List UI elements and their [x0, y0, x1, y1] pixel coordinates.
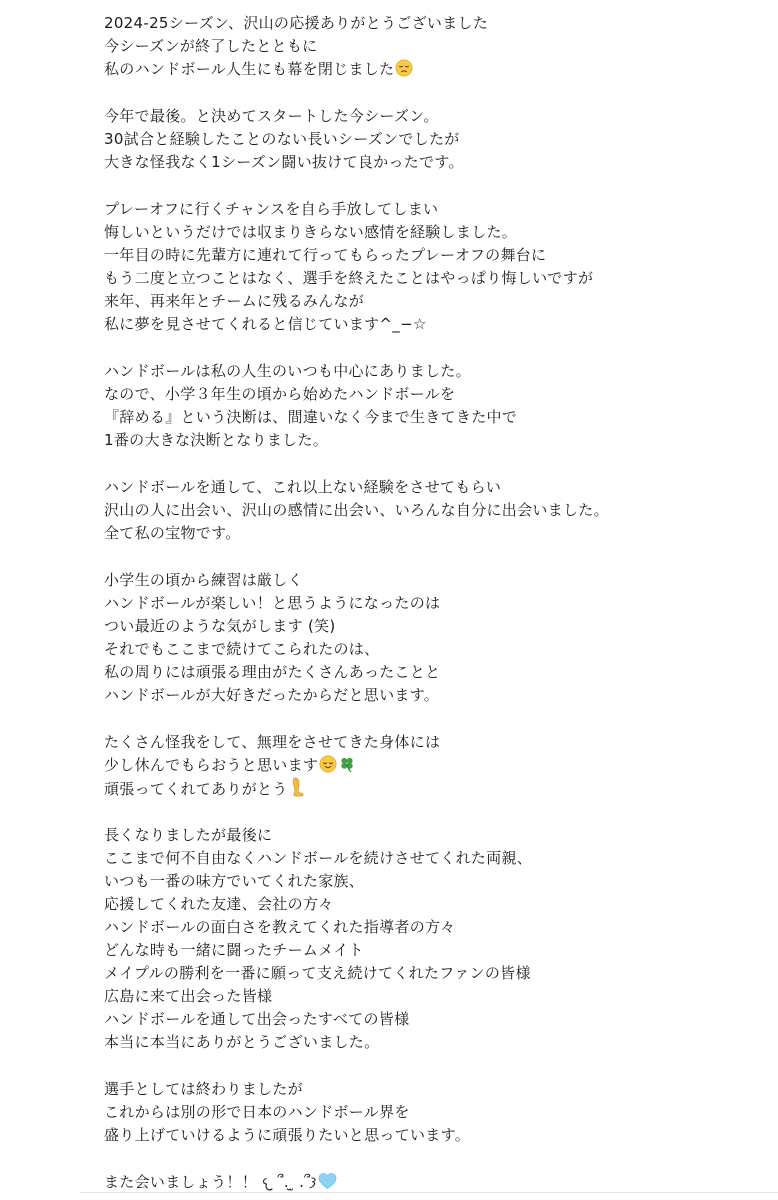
paragraph: [104, 360, 764, 452]
text-line: [104, 754, 764, 777]
text-line: [104, 1008, 764, 1031]
paragraph-gap: [104, 800, 764, 824]
line-text: 悔しいというだけでは収まりきらない感情を経験しました。: [104, 223, 518, 241]
text-line: [104, 684, 764, 707]
four-leaf-clover-icon: [338, 755, 356, 780]
text-line: [104, 12, 764, 35]
text-line: [104, 1078, 764, 1101]
line-text: いつも一番の味方でいてくれた家族、: [104, 872, 365, 890]
line-text: 私に夢を見させてくれると信じています^_−☆: [104, 315, 427, 333]
text-line: [104, 35, 764, 58]
paragraph: [104, 198, 764, 336]
text-line: [104, 962, 764, 985]
paragraph-gap: [104, 81, 764, 105]
text-line: [104, 985, 764, 1008]
line-text: たくさん怪我をして、無理をさせてきた身体には: [104, 733, 441, 751]
line-text: 全て私の宝物です。: [104, 524, 241, 542]
text-line: [104, 1031, 764, 1054]
divider: [80, 1192, 778, 1193]
line-text: 頑張ってくれてありがとう: [104, 780, 288, 798]
paragraph: [104, 476, 764, 545]
line-text: また会いましょう！！ 𐔌 ՞. ̫ .՞𐦯: [104, 1173, 317, 1191]
line-text: 30試合と経験したことのない長いシーズンでしたが: [104, 130, 460, 148]
text-line: [104, 777, 764, 800]
farewell-message: [104, 12, 764, 1194]
relieved-face-icon: [319, 755, 337, 780]
text-line: [104, 661, 764, 684]
paragraph: [104, 569, 764, 707]
paragraph: [104, 1171, 764, 1194]
text-line: [104, 360, 764, 383]
text-line: [104, 429, 764, 452]
line-text: 『辞める』という決断は、間違いなく今まで生きてきた中で: [104, 408, 518, 426]
pensive-face-icon: [395, 59, 413, 84]
paragraph-gap: [104, 1147, 764, 1171]
line-text: 1番の大きな決断となりました。: [104, 431, 329, 449]
line-text: それでもここまで続けてこられたのは、: [104, 640, 380, 658]
line-text: 大きな怪我なく1シーズン闘い抜けて良かったです。: [104, 153, 464, 171]
text-line: [104, 939, 764, 962]
text-line: [104, 267, 764, 290]
line-text: 本当に本当にありがとうございました。: [104, 1033, 380, 1051]
line-text: 今シーズンが終了したとともに: [104, 37, 318, 55]
line-text: 一年目の時に先輩方に連れて行ってもらったプレーオフの舞台に: [104, 246, 547, 264]
line-text: つい最近のような気がします (笑): [104, 617, 336, 635]
text-line: [104, 499, 764, 522]
line-text: もう二度と立つことはなく、選手を終えたことはやっぱり悔しいですが: [104, 269, 594, 287]
text-line: [104, 476, 764, 499]
paragraph-gap: [104, 545, 764, 569]
paragraph-gap: [104, 1054, 764, 1078]
line-text: 少し休んでもらおうと思います: [104, 756, 319, 774]
paragraph: [104, 12, 764, 81]
line-text: ハンドボールを通して出会ったすべての皆様: [104, 1010, 410, 1028]
text-line: [104, 128, 764, 151]
text-line: [104, 1171, 764, 1194]
text-line: [104, 221, 764, 244]
light-blue-heart-icon: [318, 1172, 337, 1197]
paragraph: [104, 1078, 764, 1147]
line-text: ハンドボールが楽しい！と思うようになったのは: [104, 594, 441, 612]
text-line: [104, 615, 764, 638]
line-text: 私のハンドボール人生にも幕を閉じました: [104, 60, 395, 78]
text-line: [104, 105, 764, 128]
line-text: 長くなりましたが最後に: [104, 826, 273, 844]
line-text: ハンドボールの面白さを教えてくれた指導者の方々: [104, 918, 456, 936]
line-text: 沢山の人に出会い、沢山の感情に出会い、いろんな自分に出会いました。: [104, 501, 609, 519]
line-text: どんな時も一緒に闘ったチームメイト: [104, 941, 364, 959]
text-line: [104, 406, 764, 429]
line-text: なので、小学３年生の頃から始めたハンドボールを: [104, 385, 456, 403]
line-text: 応援してくれた友達、会社の方々: [104, 895, 334, 913]
text-line: [104, 731, 764, 754]
line-text: 広島に来て出会った皆様: [104, 987, 273, 1005]
text-line: [104, 522, 764, 545]
paragraph-gap: [104, 452, 764, 476]
line-text: 2024-25シーズン、沢山の応援ありがとうございました: [104, 14, 489, 32]
line-text: メイプルの勝利を一番に願って支え続けてくれたファンの皆様: [104, 964, 531, 982]
text-line: [104, 592, 764, 615]
text-line: [104, 198, 764, 221]
text-line: [104, 847, 764, 870]
line-text: 私の周りには頑張る理由がたくさんあったことと: [104, 663, 441, 681]
text-line: [104, 1124, 764, 1147]
line-text: ハンドボールを通して、これ以上ない経験をさせてもらい: [104, 478, 502, 496]
line-text: プレーオフに行くチャンスを自ら手放してしまい: [104, 200, 439, 218]
paragraph: [104, 824, 764, 1054]
text-line: [104, 824, 764, 847]
line-text: 来年、再来年とチームに残るみんなが: [104, 292, 365, 310]
text-line: [104, 893, 764, 916]
text-line: [104, 290, 764, 313]
line-text: これからは別の形で日本のハンドボール界を: [104, 1103, 410, 1121]
text-line: [104, 916, 764, 939]
line-text: ハンドボールが大好きだったからだと思います。: [104, 686, 440, 704]
text-line: [104, 1101, 764, 1124]
line-text: 盛り上げていけるように頑張りたいと思っています。: [104, 1126, 471, 1144]
leg-icon: [289, 777, 305, 804]
text-line: [104, 313, 764, 336]
text-line: [104, 58, 764, 81]
paragraph-gap: [104, 707, 764, 731]
line-text: 選手としては終わりましたが: [104, 1080, 303, 1098]
paragraph-gap: [104, 174, 764, 198]
text-line: [104, 638, 764, 661]
text-line: [104, 870, 764, 893]
text-line: [104, 151, 764, 174]
text-line: [104, 244, 764, 267]
line-text: ハンドボールは私の人生のいつも中心にありました。: [104, 362, 471, 380]
text-line: [104, 383, 764, 406]
line-text: 小学生の頃から練習は厳しく: [104, 571, 303, 589]
paragraph: [104, 731, 764, 800]
paragraph-gap: [104, 336, 764, 360]
line-text: ここまで何不自由なくハンドボールを続けさせてくれた両親、: [104, 849, 533, 867]
paragraph: [104, 105, 764, 174]
line-text: 今年で最後。と決めてスタートした今シーズン。: [104, 107, 439, 125]
text-line: [104, 569, 764, 592]
